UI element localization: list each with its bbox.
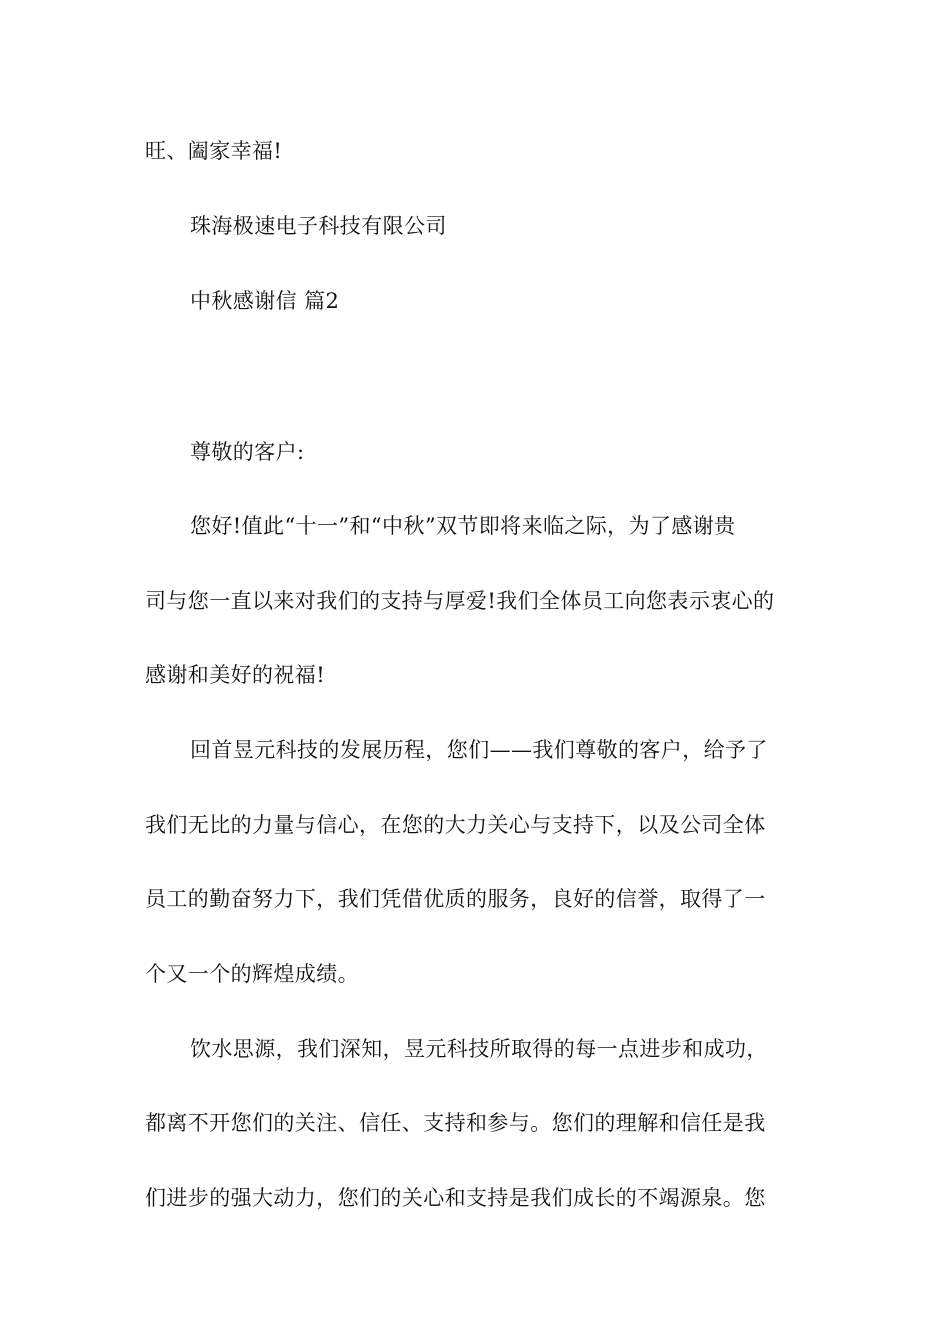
letter-title: 中秋感谢信 篇2 bbox=[190, 289, 340, 313]
paragraph-line: 个又一个的辉煌成绩。 bbox=[145, 962, 359, 986]
paragraph-line: 都离不开您们的关注、信任、支持和参与。您们的理解和信任是我 bbox=[145, 1111, 766, 1135]
paragraph-line: 您好!值此“十一”和“中秋”双节即将来临之际，为了感谢贵 bbox=[190, 514, 736, 538]
paragraph-line: 们进步的强大动力，您们的关心和支持是我们成长的不竭源泉。您 bbox=[145, 1186, 766, 1210]
paragraph-line: 感谢和美好的祝福! bbox=[145, 663, 326, 687]
salutation: 尊敬的客户: bbox=[190, 440, 305, 464]
paragraph-line: 员工的勤奋努力下，我们凭借优质的服务，良好的信誉，取得了一 bbox=[145, 887, 766, 911]
paragraph-line: 司与您一直以来对我们的支持与厚爱!我们全体员工向您表示衷心的 bbox=[145, 589, 775, 613]
company-signature: 珠海极速电子科技有限公司 bbox=[190, 214, 447, 238]
text-line: 旺、阖家幸福! bbox=[145, 139, 283, 163]
paragraph-line: 饮水思源，我们深知，昱元科技所取得的每一点进步和成功， bbox=[190, 1037, 768, 1061]
paragraph-line: 我们无比的力量与信心，在您的大力关心与支持下，以及公司全体 bbox=[145, 813, 766, 837]
paragraph-line: 回首昱元科技的发展历程，您们——我们尊敬的客户，给予了 bbox=[190, 738, 768, 762]
